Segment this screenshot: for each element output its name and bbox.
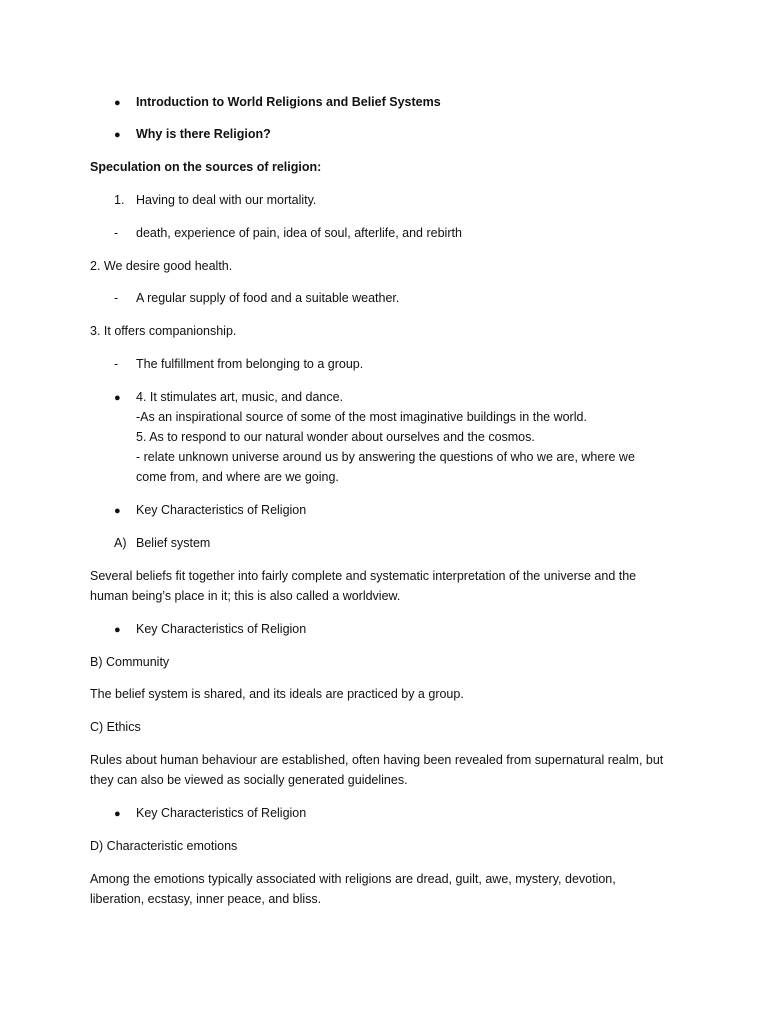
- dash-marker: -: [114, 291, 119, 305]
- paragraph-line: Among the emotions typically associated with religions are dread, guilt, awe, mystery, devotion,: [90, 872, 616, 886]
- list-item: Belief system: [136, 536, 211, 550]
- list-item: The fulfillment from belonging to a group.: [136, 357, 364, 371]
- list-item-line: -As an inspirational source of some of the most imaginative buildings in the world.: [136, 410, 587, 424]
- list-item: Key Characteristics of Religion: [136, 503, 307, 517]
- bullet-icon: ●: [114, 97, 121, 109]
- list-item-line: 4. It stimulates art, music, and dance.: [136, 390, 344, 404]
- paragraph-line: they can also be viewed as socially generated guidelines.: [90, 773, 408, 787]
- bullet-icon: ●: [114, 624, 121, 636]
- list-item: death, experience of pain, idea of soul, afterlife, and rebirth: [136, 226, 462, 240]
- bullet-icon: ●: [114, 129, 121, 141]
- list-item: Key Characteristics of Religion: [136, 622, 307, 636]
- paragraph-line: human being’s place in it; this is also called a worldview.: [90, 589, 401, 603]
- list-number: 1.: [114, 193, 125, 207]
- section-heading: C) Ethics: [90, 720, 141, 734]
- list-item: Why is there Religion?: [136, 127, 271, 141]
- paragraph-line: Rules about human behaviour are established, often having been revealed from supernatural realm, but: [90, 753, 664, 767]
- list-item: A regular supply of food and a suitable weather.: [136, 291, 400, 305]
- list-item: Key Characteristics of Religion: [136, 806, 307, 820]
- dash-marker: -: [114, 357, 119, 371]
- list-item: Having to deal with our mortality.: [136, 193, 317, 207]
- list-item-line: 5. As to respond to our natural wonder about ourselves and the cosmos.: [136, 430, 535, 444]
- list-item-line: come from, and where are we going.: [136, 470, 339, 484]
- list-letter: A): [114, 536, 127, 550]
- bullet-icon: ●: [114, 392, 121, 404]
- list-item-line: - relate unknown universe around us by answering the questions of who we are, where we: [136, 450, 635, 464]
- section-heading: D) Characteristic emotions: [90, 839, 238, 853]
- bullet-icon: ●: [114, 808, 121, 820]
- text-line: 2. We desire good health.: [90, 259, 233, 273]
- section-heading: B) Community: [90, 655, 170, 669]
- section-heading: Speculation on the sources of religion:: [90, 160, 322, 174]
- bullet-icon: ●: [114, 505, 121, 517]
- paragraph-line: Several beliefs fit together into fairly complete and systematic interpretation of the universe and the: [90, 569, 637, 583]
- text-line: The belief system is shared, and its ideals are practiced by a group.: [90, 687, 464, 701]
- list-item: Introduction to World Religions and Belief Systems: [136, 95, 441, 109]
- text-line: 3. It offers companionship.: [90, 324, 237, 338]
- paragraph-line: liberation, ecstasy, inner peace, and bliss.: [90, 892, 322, 906]
- dash-marker: -: [114, 226, 119, 240]
